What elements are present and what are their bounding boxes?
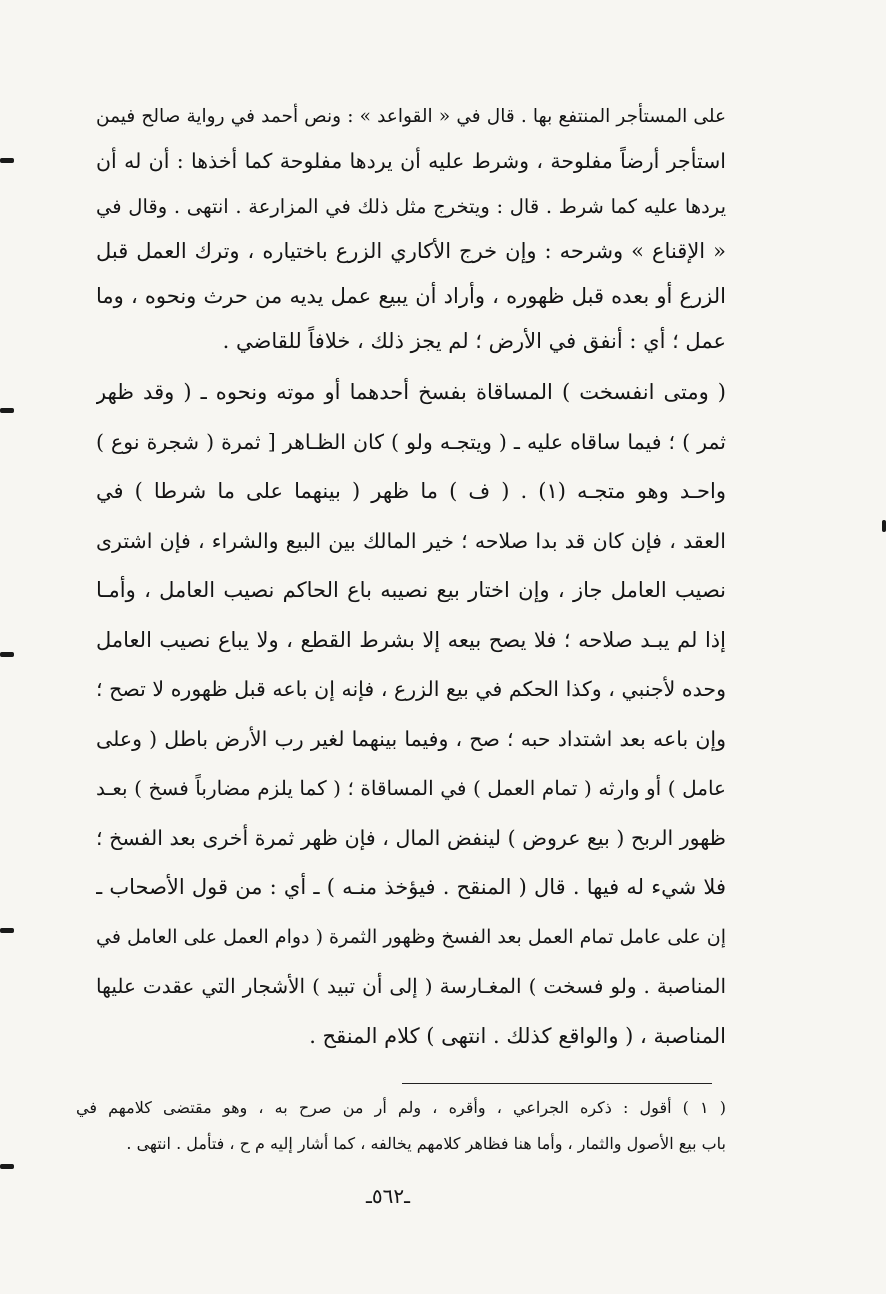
text-line: وإن باعه بعد اشتداد حبه ؛ صح ، وفيما بينهما لغير رب الأرض باطل ( وعلى	[96, 726, 726, 751]
text-line: على المستأجر المنتفع بها . قال في « القواعد » : ونص أحمد في رواية صالح فيمن	[96, 106, 726, 127]
text-line: الزرع أو بعده قبل ظهوره ، وأراد أن يبيع عمل يديه من حرث ونحوه ، وما	[96, 284, 726, 308]
text-line: استأجر أرضاً مفلوحة ، وشرط عليه أن يردها مفلوحة كما أخذها : أن له أن	[96, 149, 726, 173]
scan-edge-mark	[0, 408, 14, 413]
scan-edge-mark	[0, 1164, 14, 1169]
scan-edge-mark	[882, 520, 886, 532]
scan-edge-mark	[0, 158, 14, 163]
text-line: عامل ) أو وارثه ( تمام العمل ) في المساقاة ؛ ( كما يلزم مضارباً فسخ ) بعـد	[96, 776, 726, 800]
text-line: العقد ، فإن كان قد بدا صلاحه ؛ خير المالك بين البيع والشراء ، فإن اشترى	[96, 528, 726, 553]
footnote-line: باب بيع الأصول والثمار ، وأما هنا فظاهر كلامهم يخالفه ، كما أشار إليه م ح ، فتأمل . انتهى .	[126, 1134, 726, 1153]
main-text	[96, 94, 726, 1061]
text-line: إذا لم يبـد صلاحه ؛ فلا يصح بيعه إلا بشرط القطع ، ولا يباع نصيب العامل	[96, 627, 726, 652]
text-line: إن على عامل تمام العمل بعد الفسخ وظهور الثمرة ( دوام العمل على العامل في	[96, 925, 726, 948]
text-line: ( ومتى انفسخت ) المساقاة بفسخ أحدهما أو موته ونحوه ـ ( وقد ظهر	[96, 380, 726, 404]
paragraph-2	[96, 368, 726, 1061]
text-line: يردها عليه كما شرط . قال : ويتخرج مثل ذلك في المزارعة . انتهى . وقال في	[96, 195, 726, 218]
text-line: وحده لأجنبي ، وكذا الحكم في بيع الزرع ، فإنه إن باعه قبل ظهوره لا تصح ؛	[96, 677, 726, 701]
text-line: نصيب العامل جاز ، وإن اختار بيع نصيبه باع الحاكم نصيب العامل ، وأمـا	[96, 578, 726, 602]
text-line: واحـد وهو متجـه (١) . ( ف ) ما ظهر ( بينهما على ما شرطا ) في	[96, 479, 726, 503]
text-line: ثمر ) ؛ فيما ساقاه عليه ـ ( ويتجـه ولو ) كان الظـاهر [ ثمرة ( شجرة نوع )	[96, 429, 726, 454]
page-number: ـ٥٦٢ـ	[366, 1184, 410, 1208]
footnote	[76, 1090, 726, 1162]
text-line: المناصبة . ولو فسخت ) المغـارسة ( إلى أن تبيد ) الأشجار التي عقدت عليها	[96, 974, 726, 998]
text-line: ظهور الربح ( بيع عروض ) لينفض المال ، فإن ظهر ثمرة أخرى بعد الفسخ ؛	[96, 825, 726, 850]
footnote-divider	[402, 1083, 712, 1084]
text-line: فلا شيء له فيها . قال ( المنقح . فيؤخذ منـه ) ـ أي : من قول الأصحاب ـ	[96, 875, 726, 899]
paragraph-1	[96, 94, 726, 364]
text-line: المناصبة ، ( والواقع كذلك . انتهى ) كلام المنقح .	[309, 1023, 726, 1048]
footnote-line: ( ١ ) أقول : ذكره الجراعي ، وأقره ، ولم أر من صرح به ، وهو مقتضى كلامهم في	[76, 1098, 726, 1117]
text-line: عمل ؛ أي : أنفق في الأرض ؛ لم يجز ذلك ، خلافاً للقاضي .	[222, 329, 726, 353]
scan-edge-mark	[0, 928, 14, 933]
scan-edge-mark	[0, 652, 14, 657]
text-line: « الإقناع » وشرحه : وإن خرج الأكاري الزرع باختياره ، وترك العمل قبل	[96, 239, 726, 263]
